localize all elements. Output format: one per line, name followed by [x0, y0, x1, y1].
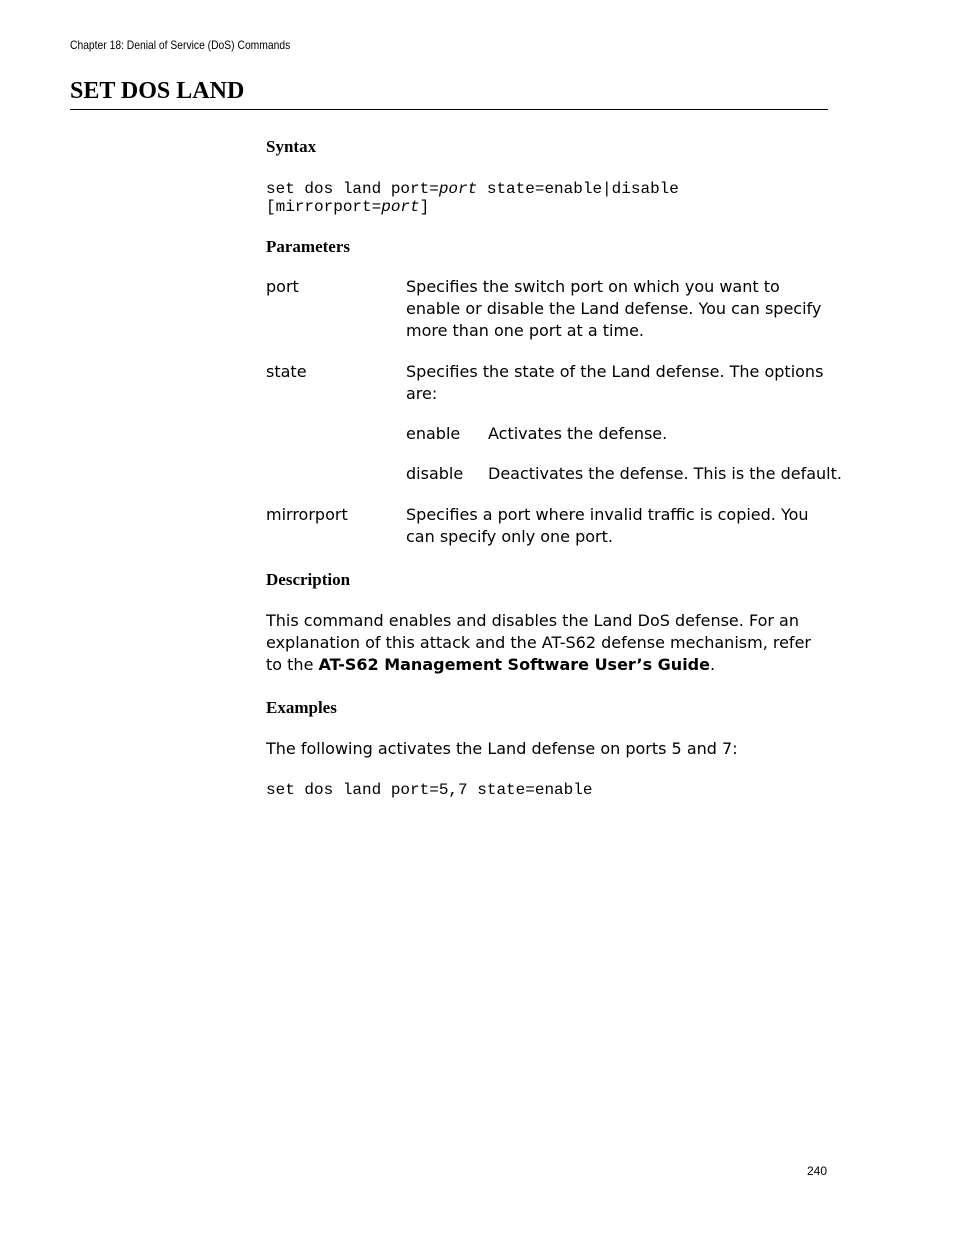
description-text	[266, 610, 828, 676]
syntax-line2-a: [mirrorport=	[266, 198, 382, 216]
syntax-line2-port: port	[381, 198, 420, 216]
title-divider	[70, 109, 828, 110]
examples-intro: The following activates the Land defense on ports 5 and 7:	[266, 739, 738, 758]
option-disable-name: disable	[406, 464, 464, 483]
option-enable-desc: Activates the defense.	[488, 424, 668, 443]
parameters-heading: Parameters	[266, 237, 351, 256]
description-text-before: This command enables and disables the Land DoS defense. For an explanation of this attack and the AT-S62 defense mechanism, refer to the	[266, 611, 811, 674]
syntax-line1-a: set dos land port=	[266, 180, 439, 198]
page-title: SET DOS LAND	[70, 78, 245, 104]
param-state-desc: Specifies the state of the Land defense. The options are:	[406, 362, 824, 403]
guide-reference: AT-S62 Management Software User’s Guide	[318, 655, 710, 674]
description-text-after: .	[709, 655, 716, 674]
syntax-line2-c: ]	[419, 198, 430, 216]
page-number: 240	[807, 1164, 828, 1178]
param-port-desc: Specifies the switch port on which you want to enable or disable the Land defense. You can specify more than one port at a time.	[406, 277, 822, 340]
param-port-name: port	[266, 277, 299, 296]
syntax-code	[266, 180, 679, 216]
description-heading: Description	[266, 570, 351, 589]
param-mirrorport-desc: Specifies a port where invalid traffic is copied. You can specify only one port.	[406, 505, 809, 546]
param-mirrorport-name: mirrorport	[266, 505, 348, 524]
chapter-header: Chapter 18: Denial of Service (DoS) Commands	[70, 38, 291, 52]
examples-heading: Examples	[266, 698, 337, 717]
option-enable-name: enable	[406, 424, 461, 443]
syntax-heading: Syntax	[266, 137, 317, 156]
param-state-name: state	[266, 362, 307, 381]
example-command: set dos land port=5,7 state=enable	[266, 781, 593, 799]
option-disable-desc: Deactivates the defense. This is the default.	[488, 464, 842, 483]
syntax-line1-port: port	[438, 180, 478, 198]
syntax-line1-c: state=enable|disable	[477, 180, 679, 198]
